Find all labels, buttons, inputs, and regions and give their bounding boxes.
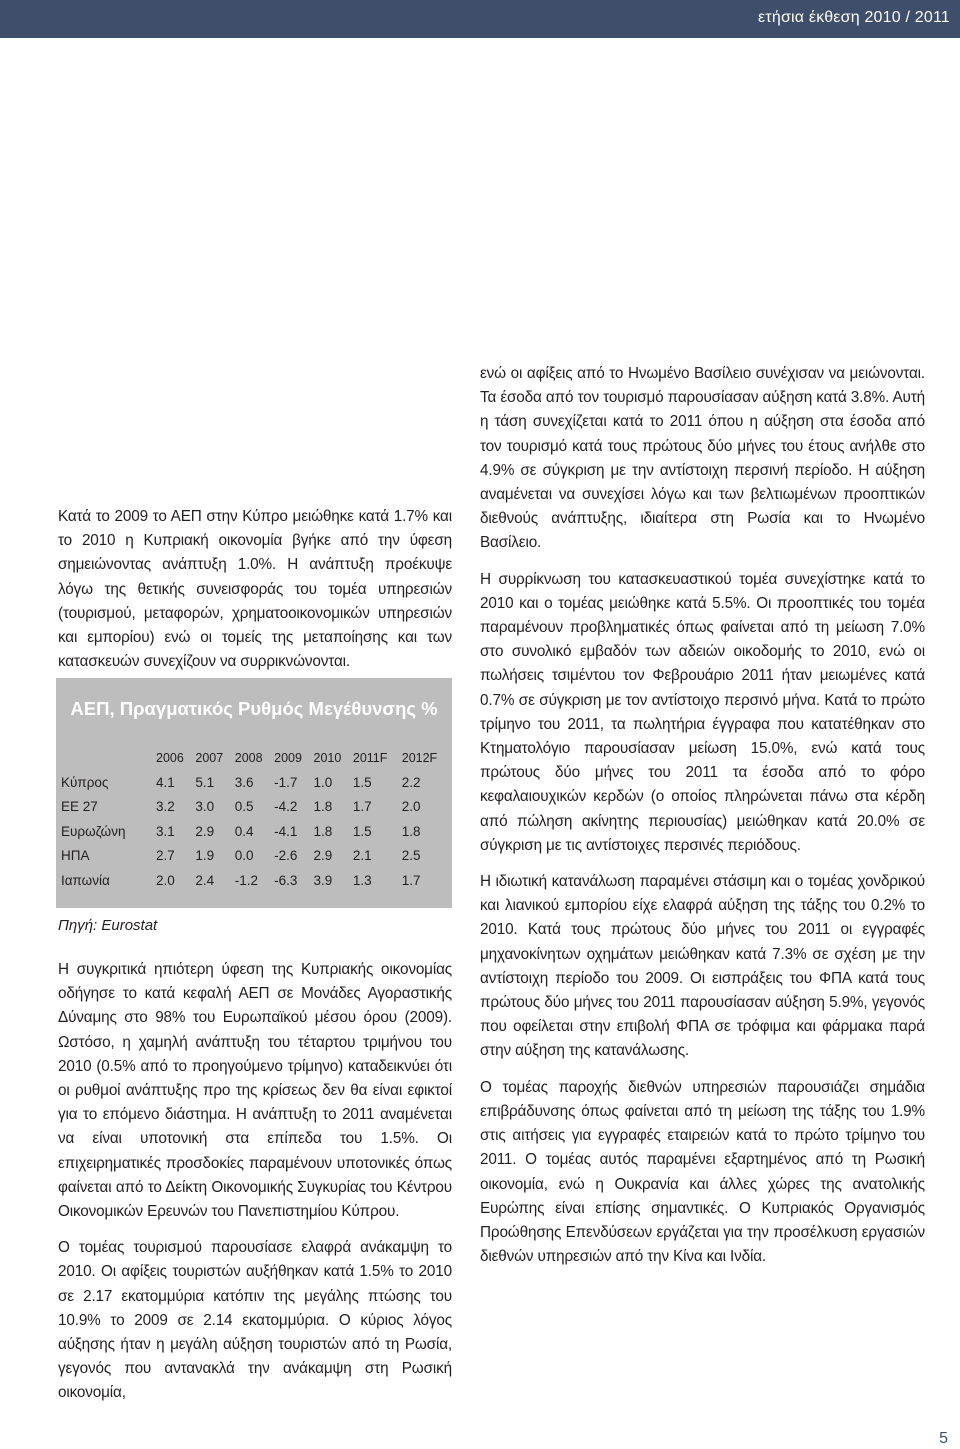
value-cell: -1.7 [274,774,298,790]
table-header-blank [56,746,156,770]
value-cell: 2.4 [195,872,215,888]
table-row [56,770,452,795]
header-bar [0,0,960,38]
paragraph: Κατά το 2009 το ΑΕΠ στην Κύπρο μειώθηκε κατά 1.7% και το 2010 η Κυπριακή οικονομία βγήκε από την ύφεση σημειώνοντας ανάπτυξη 1.0%. Η ανάπτυξη προέκυψε λόγω της θετικής συνεισφοράς του τομέα υπηρεσιών (τουρισμού, μεταφορών, χρηματοοικονομικών υπηρεσιών και εμπορίου) ενώ οι τομείς της μεταποίησης και των κατασκευών συνεχίζουν να συρρικνώνονται. [58,508,452,671]
gdp-growth-table-box [56,678,452,908]
country-cell: Ιαπωνία [61,872,110,888]
column-header: 2007 [195,751,224,765]
value-cell: 0.0 [234,848,254,864]
gdp-table-title: ΑΕΠ, Πραγματικός Ρυθμός Μεγέθυνσης % [70,698,438,719]
value-cell: 0.5 [234,799,254,815]
paragraph: Η ιδιωτική κατανάλωση παραμένει στάσιμη και ο τομέας χονδρικού και λιανικού εμπορίου είχε ελαφρά αύξηση της τάξης του 0.2% το 2010. Κατά τους πρώτους δύο μήνες του 2011 οι εγγραφές μηχανοκίνητων οχημάτων μειώθηκαν κατά 7.3% σε σχέση με την αντίστοιχη περίοδο του 2009. Οι εισπράξεις του ΦΠΑ κατά τους πρώτους δύο μήνες του 2011 παρουσίασαν αύξηση 5.9%, γεγονός που οφείλεται στην επιβολή ΦΠΑ σε τρόφιμα και φάρμακα παρά στην αύξηση της κατανάλωσης. [480,873,925,1060]
value-cell: 1.8 [401,823,421,839]
country-cell: ΕΕ 27 [61,799,98,815]
value-cell: 1.5 [352,774,372,790]
value-cell: 2.9 [313,848,333,864]
value-cell: -2.6 [274,848,298,864]
left-column-top [58,505,452,674]
page-number: 5 [939,1430,948,1447]
paragraph: Η συρρίκνωση του κατασκευαστικού τομέα συνεχίστηκε κατά το 2010 και ο τομέας μειώθηκε κατά 5.5%. Οι προοπτικές του τομέα παραμένουν προβληματικές όπως φαίνεται από τη μείωση 7.0% στο συνολικό εμβαδόν των αδειών οικοδομής το 2010, ενώ οι πωλήσεις τσιμέντου τον Φεβρουάριο 2011 ήταν μειωμένες κατά 0.7% σε σύγκριση με τον αντίστοιχο περσινό μήνα. Κατά το πρώτο τρίμηνο του 2011, τα πωλητήρια έγγραφα που κατατέθηκαν στο Κτηματολόγιο παρουσίασαν μείωση 15.0%, ενώ κατά τους πρώτους δύο μήνες του 2011 τα έσοδα από το φόρο κεφαλαιουχικών κερδών (ο οποίος πληρώνεται πάνω στα κέρδη από πώληση ακίνητης περιουσίας) μειώθηκαν κατά 20.0% σε σύγκριση με τις αντίστοιχες περσινές περιόδους. [480,570,925,854]
paragraph: Ο τομέας παροχής διεθνών υπηρεσιών παρουσιάζει σημάδια επιβράδυνσης όπως φαίνεται από τη μείωση της τάξης του 1.9% στις αιτήσεις για εγγραφές εταιρειών κατά το πρώτο τρίμηνο του 2011. Ο τομέας αυτός παραμένει εξαρτημένος από τη Ρωσική οικονομία, ενώ η Ουκρανία και άλλες χώρες της ανατολικής Ευρώπης είναι επίσης σημαντικές. Ο Κυπριακός Οργανισμός Προώθησης Επενδύσεων εργάζεται για την προσέλκυση εργασιών διεθνών υπηρεσιών από την Κίνα και Ινδία. [480,1078,925,1266]
right-column [480,362,925,1269]
column-header: 2012F [401,751,438,765]
value-cell: 3.9 [313,872,333,888]
value-cell: 2.5 [401,848,421,864]
value-cell: -1.2 [234,872,259,888]
value-cell: 3.1 [156,823,175,839]
value-cell: 1.8 [313,799,333,815]
report-title: ετήσια έκθεση 2010 / 2011 [758,9,950,26]
value-cell: 3.0 [195,799,215,815]
value-cell: 1.9 [195,848,215,864]
value-cell: 2.2 [401,774,421,790]
table-source-note: Πηγή: Eurostat [58,917,158,934]
value-cell: -4.1 [274,823,298,839]
table-row [56,844,452,869]
value-cell: 2.7 [156,848,175,864]
paragraph: Ο τομέας τουρισμού παρουσίασε ελαφρά ανάκαμψη το 2010. Οι αφίξεις τουριστών αυξήθηκαν κατά 1.5% το 2010 σε 2.17 εκατομμύρια κατόπιν της μεγάλης πτώσης του 10.9% το 2009 σε 2.14 εκατομμύρια. Ο κύριος λόγος αύξησης ήταν η μεγάλη αύξηση τουριστών από τη Ρωσία, γεγονός που αντανακλά την ανάκαμψη στη Ρωσική οικονομία, [58,1239,452,1402]
value-cell: 2.0 [401,799,421,815]
paragraph: ενώ οι αφίξεις από το Ηνωμένο Βασίλειο συνέχισαν να μειώνονται. Τα έσοδα από τον τουρισμό παρουσίασαν αύξηση κατά 3.8%. Αυτή η τάση συνεχίζεται κατά το 2011 όπου η αύξηση στα έσοδα από τον τουρισμό κατά τους πρώτους δύο μήνες του έτους ανήλθε στο 4.9% σε σύγκριση με την αντίστοιχη περσινή περίοδο. Η αύξηση αναμένεται να συνεχίσει λόγω και των βελτιωμένων προοπτικών διεθνούς ανάπτυξης, ιδιαίτερα στη Ρωσία και το Ηνωμένο Βασίλειο. [480,365,925,552]
table-row [56,795,452,820]
value-cell: 1.0 [313,774,333,790]
value-cell: 1.5 [352,823,372,839]
column-header: 2008 [234,751,263,765]
value-cell: 0.4 [234,823,254,839]
gdp-growth-table [56,746,452,893]
value-cell: 1.8 [313,823,333,839]
value-cell: 1.3 [352,872,372,888]
value-cell: 3.6 [234,774,254,790]
value-cell: 5.1 [195,774,215,790]
value-cell: 2.9 [195,823,215,839]
value-cell: 4.1 [156,774,175,790]
value-cell: -6.3 [274,872,298,888]
value-cell: -4.2 [274,799,298,815]
country-cell: Κύπρος [61,774,109,790]
country-cell: ΗΠΑ [61,848,90,864]
column-header: 2011F [352,751,388,765]
table-row [56,819,452,844]
table-header-row [56,746,452,770]
table-row [56,868,452,893]
paragraph: Η συγκριτικά ηπιότερη ύφεση της Κυπριακής οικονομίας οδήγησε το κατά κεφαλή ΑΕΠ σε Μονάδες Αγοραστικής Δύναμης στο 98% του Ευρωπαϊκού μέσου όρου (2009). Ωστόσο, η χαμηλή ανάπτυξη του τέταρτου τριμήνου του 2010 (0.5% από το προηγούμενο τρίμηνο) καταδεικνύει ότι οι ρυθμοί ανάπτυξης προ της κρίσεως δεν θα είναι εφικτοί για το επόμενο διάστημα. Η ανάπτυξη το 2011 αναμένεται να είναι υποτονική στα επίπεδα του 1.5%. Οι επιχειρηματικές προσδοκίες παραμένουν υποτονικές όπως φαίνεται από το Δείκτη Οικονομικής Συγκυρίας του Κέντρου Οικονομικών Ερευνών του Πανεπιστημίου Κύπρου. [58,961,452,1221]
left-column-bottom [58,958,452,1406]
column-header: 2006 [156,751,184,765]
column-header: 2010 [313,751,342,765]
value-cell: 1.7 [352,799,372,815]
country-cell: Ευρωζώνη [61,823,126,839]
value-cell: 2.0 [156,872,175,888]
column-header: 2009 [274,751,302,765]
value-cell: 3.2 [156,799,175,815]
value-cell: 2.1 [352,848,372,864]
value-cell: 1.7 [401,872,421,888]
